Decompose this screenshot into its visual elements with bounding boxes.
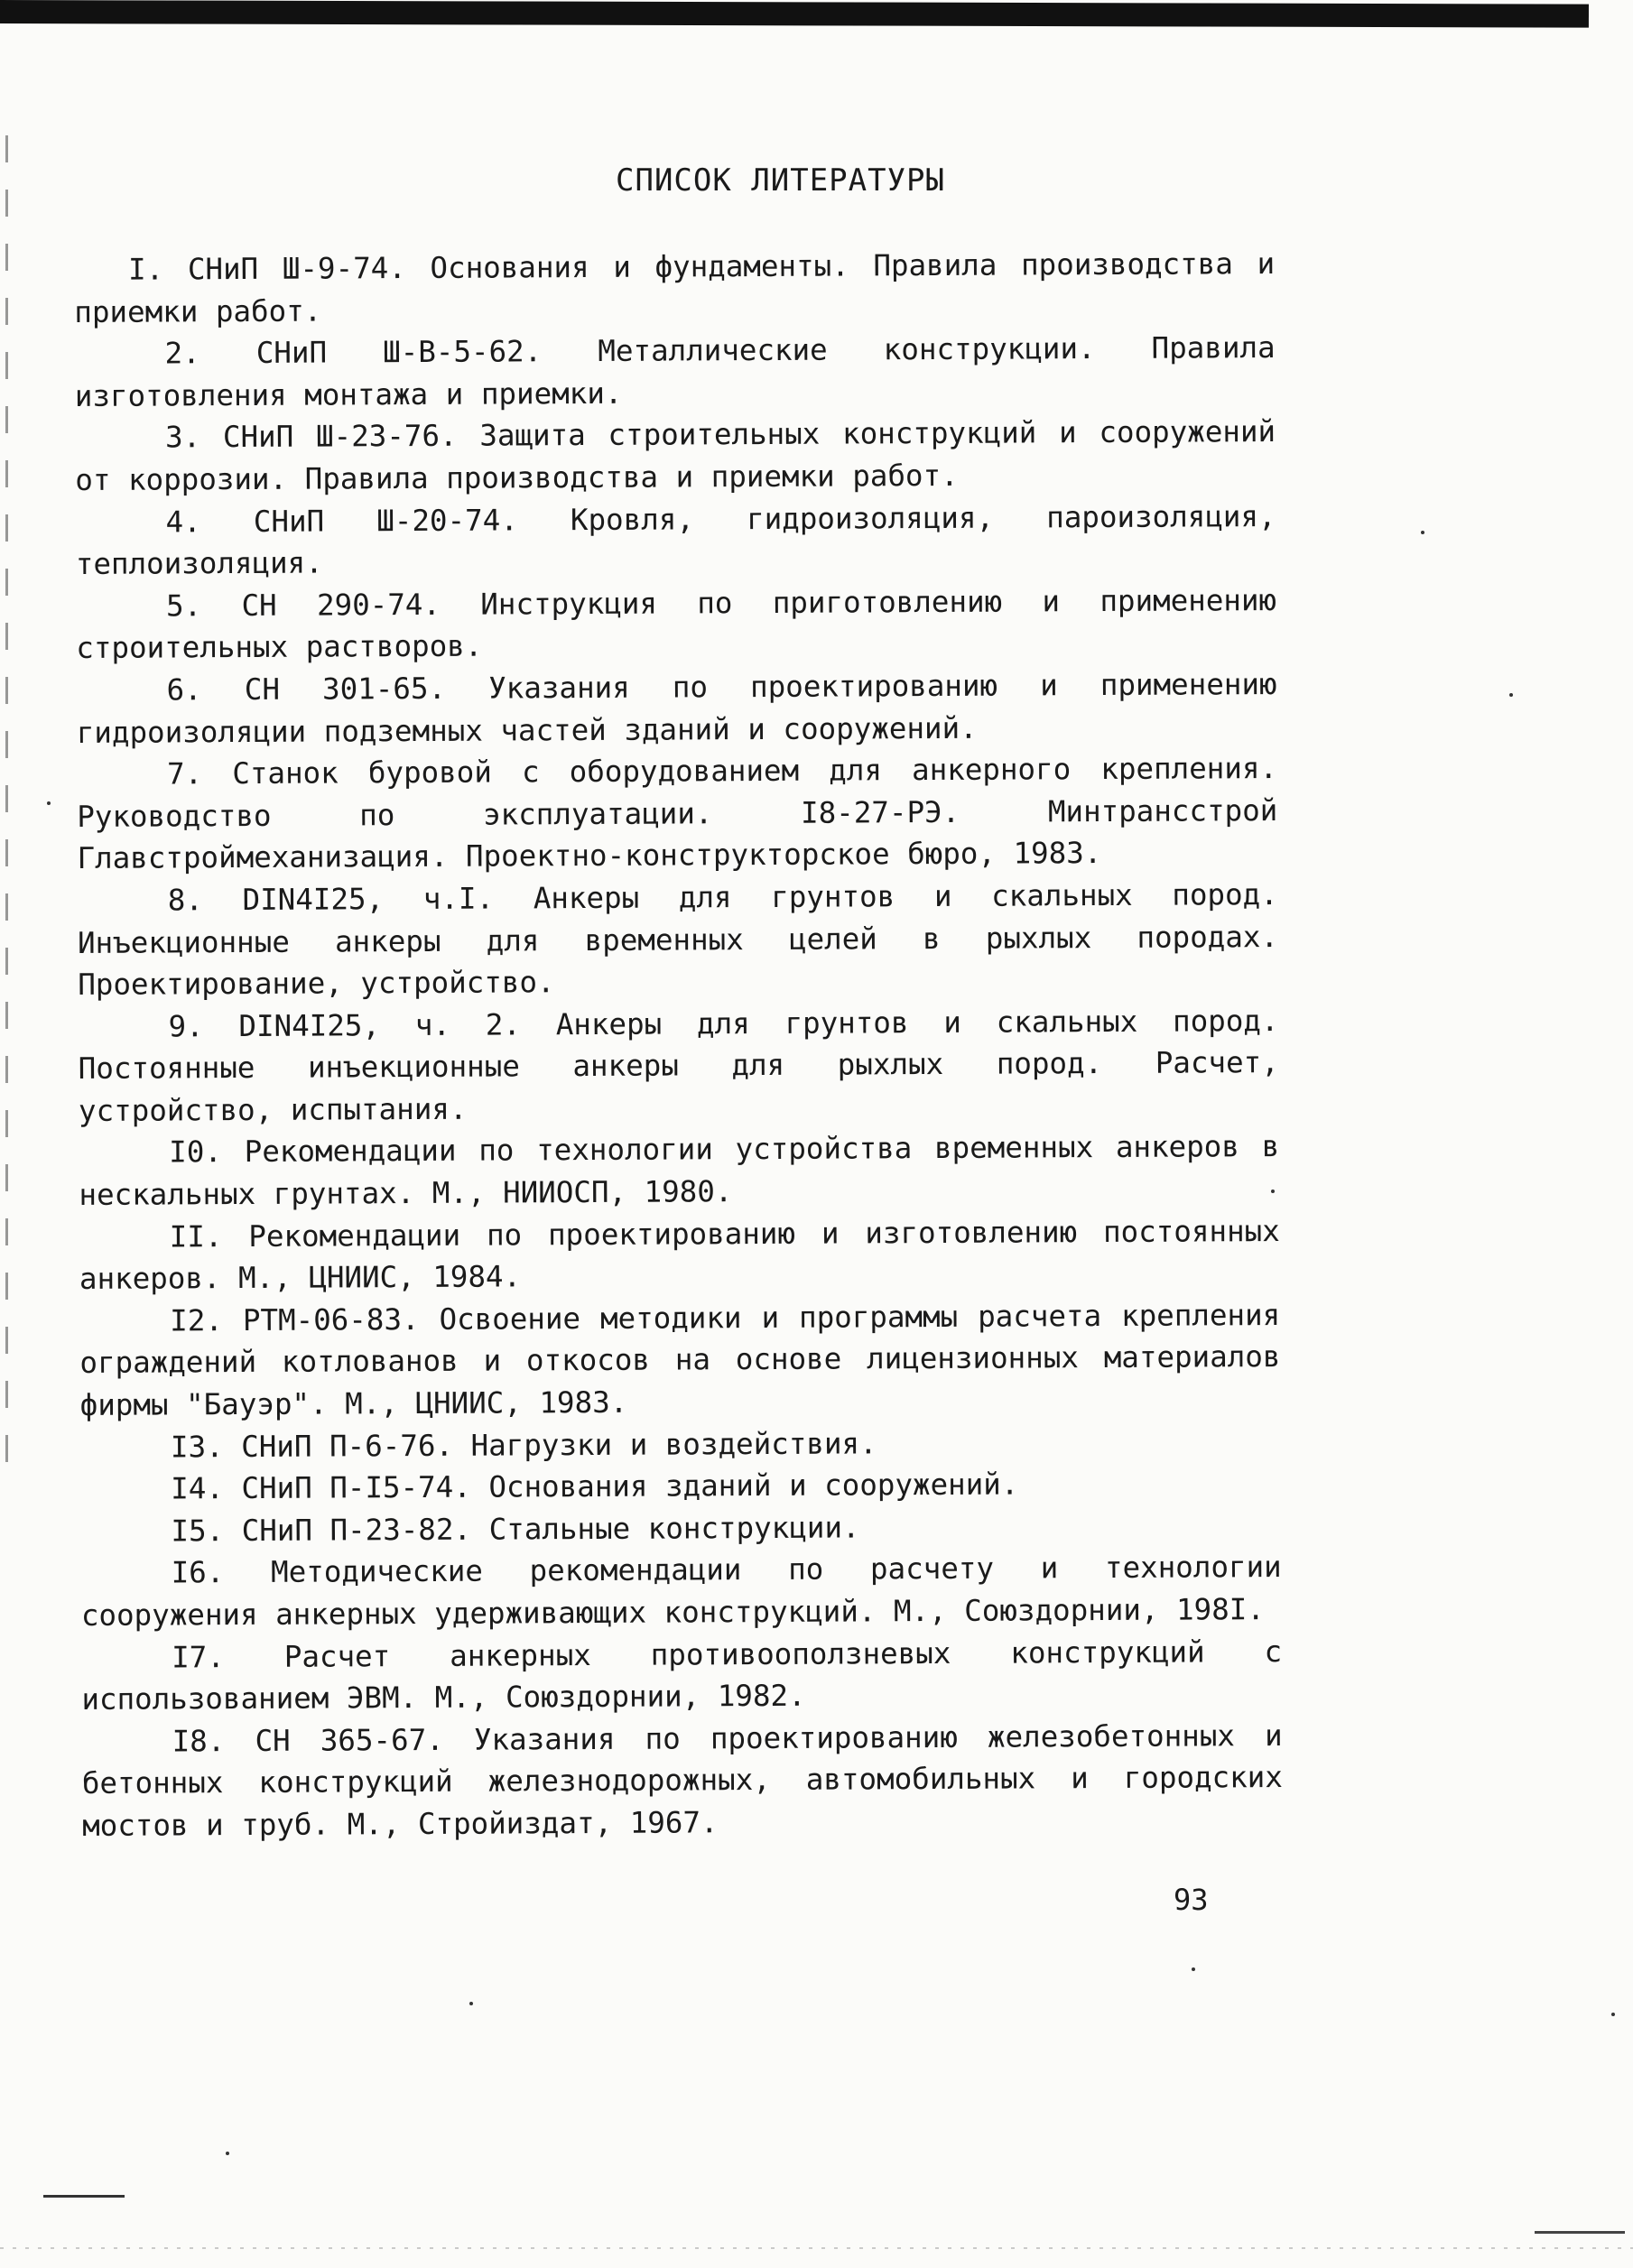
scan-speck <box>1611 2013 1615 2016</box>
reference-item: I. СНиП Ш-9-74. Основания и фундаменты. Правила производства и приемки работ. <box>74 246 1276 329</box>
reference-item: 8. DIN4I25, ч.I. Анкеры для грунтов и скальных пород. Инъекционные анкеры для временных целей в рыхлых породах. Проектирование, устройство. <box>77 876 1279 1003</box>
reference-item: 4. СНиП Ш-20-74. Кровля, гидроизоляция, пароизоляция, теплоизоляция. <box>75 498 1276 582</box>
reference-item: I5. СНиП П-23-82. Стальные конструкции. <box>171 1510 860 1549</box>
scan-speck <box>1509 693 1513 697</box>
reference-item: 7. Станок буровой с оборудованием для анкерного крепления. Руководство по эксплуатации. I8-27-РЭ. Минтрансстрой Главстроймеханизация. Проектно-конструкторское бюро, 1983. <box>77 751 1278 876</box>
scan-mark <box>1535 2231 1625 2234</box>
scan-mark <box>43 2195 125 2198</box>
reference-item: 6. СН 301-65. Указания по проектированию и применению гидроизоляции подземных частей зданий и сооружений. <box>76 666 1277 750</box>
reference-item: I0. Рекомендации по технологии устройства временных анкеров в нескальных грунтах. М., НИИОСП, 1980. <box>79 1129 1280 1213</box>
scan-speck <box>226 2152 229 2155</box>
reference-item: I4. СНиП П-I5-74. Основания зданий и сооружений. <box>171 1467 1019 1506</box>
reference-item: II. Рекомендации по проектированию и изготовлению постоянных анкеров. М., ЦНИИС, 1984. <box>79 1213 1280 1297</box>
reference-item: I3. СНиП П-6-76. Нагрузки и воздействия. <box>170 1425 877 1465</box>
scan-speck <box>469 2002 473 2005</box>
reference-item: I7. Расчет анкерных противооползневых конструкций с использованием ЭВМ. М., Союздорнии, 1982. <box>81 1634 1283 1717</box>
reference-item: I8. СН 365-67. Указания по проектированию железобетонных и бетонных конструкций железнодорожных, автомобильных и городских мостов и труб. М., Стройиздат, 1967. <box>81 1717 1283 1843</box>
reference-item: 9. DIN4I25, ч. 2. Анкеры для грунтов и скальных пород. Постоянные инъекционные анкеры для рыхлых пород. Расчет, устройство, испытания. <box>78 1003 1279 1128</box>
top-scan-border <box>0 0 1589 28</box>
bottom-scan-edge <box>0 2247 1633 2249</box>
reference-list <box>74 243 1283 1847</box>
reference-item: 2. СНиП Ш-В-5-62. Металлические конструкции. Правила изготовления монтажа и приемки. <box>74 330 1276 413</box>
page-title: СПИСОК ЛИТЕРАТУРЫ <box>616 162 945 199</box>
reference-item: I2. РТМ-06-83. Освоение методики и программы расчета крепления ограждений котлованов и откосов на основе лицензионных материалов фирмы "Бауэр". М., ЦНИИС, 1983. <box>79 1297 1281 1423</box>
scan-speck <box>1192 1967 1195 1971</box>
scan-speck <box>47 801 51 805</box>
reference-item: 5. СН 290-74. Инструкция по приготовлению и применению строительных растворов. <box>76 582 1277 666</box>
scan-speck <box>1271 1190 1275 1193</box>
reference-item: 3. СНиП Ш-23-76. Защита строительных конструкций и сооружений от коррозии. Правила производства и приемки работ. <box>75 414 1276 497</box>
scan-speck <box>1421 531 1424 534</box>
reference-item: I6. Методические рекомендации по расчету и технологии сооружения анкерных удерживающих конструкций. М., Союздорнии, 198I. <box>80 1550 1282 1633</box>
left-scan-edge <box>5 135 8 1489</box>
page-number: 93 <box>1174 1883 1209 1917</box>
